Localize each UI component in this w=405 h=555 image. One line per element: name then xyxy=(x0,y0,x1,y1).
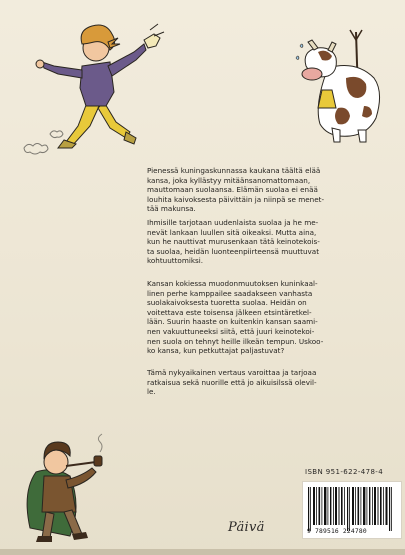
paragraph-1: Pienessä kuningaskunnassa kaukana täältä elää kansa, joka kyllästyy mitäänsanomattomaan, mauttomaan suolaansa. Elämän suolaa ei enää louhita kaivoksesta päivittäin ja niinpä se menet- tää makunsa. xyxy=(147,166,325,214)
cow-illustration xyxy=(288,28,388,148)
paragraph-4: Tämä nykyaikainen vertaus varoittaa ja tarjoaa ratkaisua sekä nuorille että jo aikuisilssä olevil- le. xyxy=(147,368,317,397)
publisher-logo: Päivä xyxy=(228,520,265,535)
barcode xyxy=(302,481,402,539)
paragraph-2: Ihmisille tarjotaan uudenlaista suolaa ja he me- nevät lankaan luullen sitä oikeaksi. Mutta aina, kun he nauttivat murusenkaan tätä keinotekois- ta suolaa, heidän luonteenpiirteensä muuttuvat kohtuuttomiksi. xyxy=(147,218,320,266)
bottom-edge xyxy=(0,549,405,555)
barcode-number: 9 789516 224780 xyxy=(307,528,367,535)
pipe-man-illustration xyxy=(16,432,126,550)
running-man-illustration xyxy=(18,22,168,157)
isbn-label: ISBN 951-622-478-4 xyxy=(305,468,384,476)
paragraph-3: Kansan kokiessa muodonmuutoksen kuninkaal- linen perhe kamppailee saadakseen vanhasta suolakaivoksesta tuoretta suolaa. Heidän on voitettava este toisensa jälkeen etsintäretkel- lään. Suurin haaste on kuitenkin kansan saami- nen vakuuttuneeksi siitä, että juuri keinotekoi- nen suola on tehnyt heille ilkeän tempun. Uskoo- ko kansa, kun petkuttajat paljastuvat? xyxy=(147,279,324,356)
